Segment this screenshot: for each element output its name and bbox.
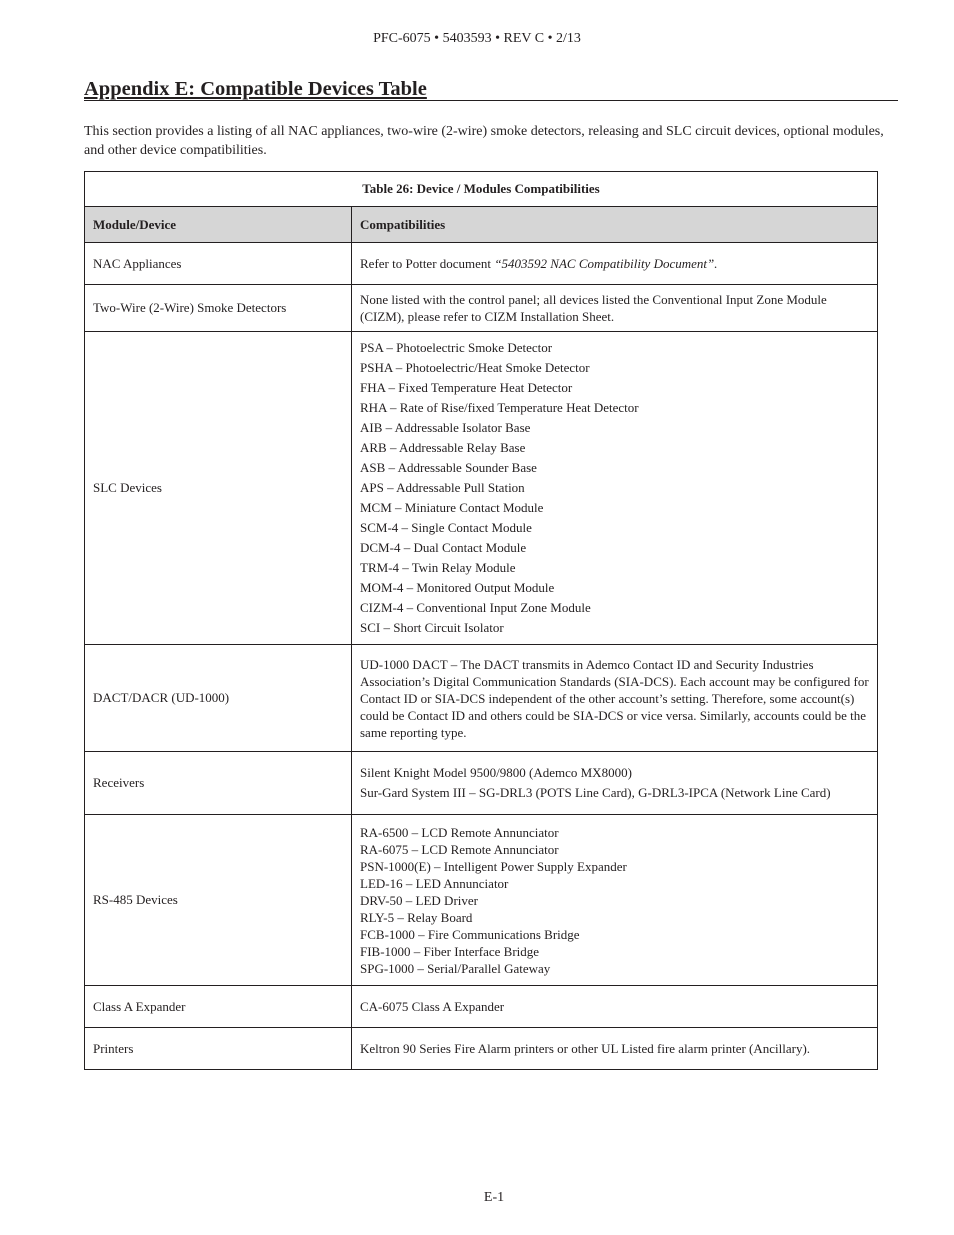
list-item: FIB-1000 – Fiber Interface Bridge — [360, 943, 540, 959]
list-item: RHA – Rate of Rise/fixed Temperature Heat Detector — [360, 400, 639, 415]
list-item: ASB – Addressable Sounder Base — [360, 460, 537, 475]
page-header: PFC-6075 • 5403593 • REV C • 2/13 — [373, 31, 581, 46]
device-nac: NAC Appliances — [85, 243, 352, 285]
list-item: LED-16 – LED Annunciator — [360, 875, 509, 891]
appendix-title-rule — [84, 78, 898, 101]
table-row-smoke — [85, 285, 878, 332]
table-row-receivers — [85, 752, 878, 815]
device-receivers: Receivers — [85, 752, 352, 815]
compat-smoke: None listed with the control panel; all devices listed the Conventional Input Zone Module (CIZM), please refer to CIZM Installation Sheet. — [352, 285, 878, 332]
compat-slc — [352, 332, 878, 645]
intro-paragraph: This section provides a listing of all NAC appliances, two-wire (2-wire) smoke detectors, releasing and SLC circuit devices, optional modules, and other device compatibilities. — [84, 124, 884, 158]
list-item: FHA – Fixed Temperature Heat Detector — [360, 380, 573, 395]
compatibilities-table — [84, 171, 878, 1070]
compat-rs485 — [352, 815, 878, 986]
table-row-printers — [85, 1028, 878, 1070]
list-item: SPG-1000 – Serial/Parallel Gateway — [360, 960, 551, 976]
table-row-dact — [85, 645, 878, 752]
table-caption: Table 26: Device / Modules Compatibilities — [85, 172, 878, 207]
list-item: APS – Addressable Pull Station — [360, 480, 525, 495]
list-item: FCB-1000 – Fire Communications Bridge — [360, 926, 580, 942]
compat-dact: UD-1000 DACT – The DACT transmits in Ademco Contact ID and Security Industries Association’s Digital Communication Standards (SIA-DCS). Each account may be configured for Contact ID or SIA-DCS independent of the other account’s setting. Therefore, some account(s) could be Contact ID and others could be SIA-DCS or vice versa. Similarly, accounts could be the same reporting type. — [352, 645, 878, 752]
appendix-title: Appendix E: Compatible Devices Table — [84, 78, 427, 100]
list-item: Sur-Gard System III – SG-DRL3 (POTS Line Card), G-DRL3-IPCA (Network Line Card) — [360, 785, 831, 800]
device-smoke: Two-Wire (2-Wire) Smoke Detectors — [85, 285, 352, 332]
compat-nac — [352, 243, 878, 285]
compat-printers: Keltron 90 Series Fire Alarm printers or other UL Listed fire alarm printer (Ancillary). — [352, 1028, 878, 1070]
list-item: PSA – Photoelectric Smoke Detector — [360, 340, 553, 355]
list-item: RLY-5 – Relay Board — [360, 909, 473, 925]
device-dact: DACT/DACR (UD-1000) — [85, 645, 352, 752]
compat-receivers — [352, 752, 878, 815]
list-item: DCM-4 – Dual Contact Module — [360, 540, 527, 555]
list-item: PSN-1000(E) – Intelligent Power Supply Expander — [360, 858, 627, 874]
device-printers: Printers — [85, 1028, 352, 1070]
list-item: DRV-50 – LED Driver — [360, 892, 478, 908]
list-item: SCI – Short Circuit Isolator — [360, 620, 504, 635]
list-item: CIZM-4 – Conventional Input Zone Module — [360, 600, 591, 615]
compat-class-a: CA-6075 Class A Expander — [352, 986, 878, 1028]
list-item: SCM-4 – Single Contact Module — [360, 520, 532, 535]
device-rs485: RS-485 Devices — [85, 815, 352, 986]
page-number: E-1 — [483, 1190, 505, 1205]
table-row-nac — [85, 243, 878, 285]
list-item: TRM-4 – Twin Relay Module — [360, 560, 516, 575]
device-class-a: Class A Expander — [85, 986, 352, 1028]
compat-nac-text: Refer to Potter document — [360, 256, 495, 271]
device-slc: SLC Devices — [85, 332, 352, 645]
list-item: MCM – Miniature Contact Module — [360, 500, 544, 515]
list-item: AIB – Addressable Isolator Base — [360, 420, 531, 435]
table-header-row — [85, 207, 878, 243]
table-row-rs485 — [85, 815, 878, 986]
list-item: RA-6500 – LCD Remote Annunciator — [360, 824, 559, 840]
list-item: ARB – Addressable Relay Base — [360, 440, 526, 455]
column-header-compatibilities: Compatibilities — [352, 207, 878, 243]
list-item: MOM-4 – Monitored Output Module — [360, 580, 555, 595]
column-header-module: Module/Device — [85, 207, 352, 243]
compat-nac-doc: “5403592 NAC Compatibility Document”. — [494, 256, 718, 271]
table-row-class-a — [85, 986, 878, 1028]
list-item: PSHA – Photoelectric/Heat Smoke Detector — [360, 360, 590, 375]
table-row-slc — [85, 332, 878, 645]
list-item: RA-6075 – LCD Remote Annunciator — [360, 841, 559, 857]
list-item: Silent Knight Model 9500/9800 (Ademco MX8000) — [360, 765, 632, 780]
